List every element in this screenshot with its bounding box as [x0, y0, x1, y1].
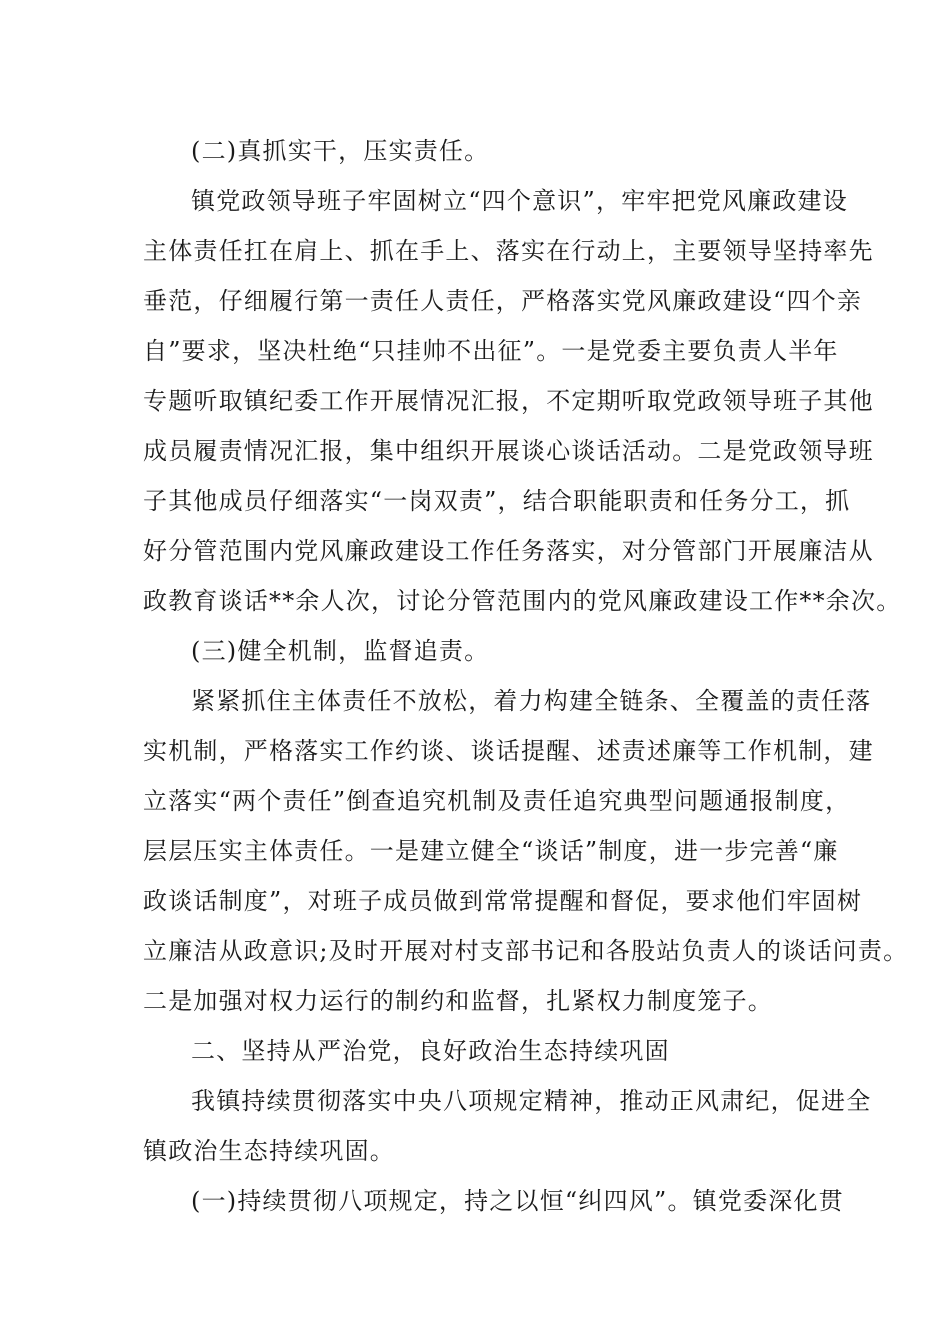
paragraph-line: 垂范，仔细履行第一责任人责任，严格落实党风廉政建设“四个亲 — [143, 287, 863, 315]
subheading-1: (一)持续贯彻八项规定，持之以恒“纠四风”。镇党委深化贯 — [191, 1187, 844, 1215]
paragraph-line: 我镇持续贯彻落实中央八项规定精神，推动正风肃纪，促进全 — [191, 1087, 872, 1115]
paragraph-line: 专题听取镇纪委工作开展情况汇报，不定期听取党政领导班子其他 — [143, 387, 874, 415]
paragraph-line: 实机制，严格落实工作约谈、谈话提醒、述责述廉等工作机制，建 — [143, 737, 874, 765]
paragraph-line: 立落实“两个责任”倒查追究机制及责任追究典型问题通报制度， — [143, 787, 851, 815]
paragraph-line: 紧紧抓住主体责任不放松，着力构建全链条、全覆盖的责任落 — [191, 687, 872, 715]
paragraph-line: 政谈话制度”，对班子成员做到常常提醒和督促，要求他们牢固树 — [143, 887, 863, 915]
subheading-3: (三)健全机制，监督追责。 — [191, 637, 490, 665]
paragraph-line: 镇党政领导班子牢固树立“四个意识”，牢牢把党风廉政建设 — [191, 187, 848, 215]
paragraph-line: 二是加强对权力运行的制约和监督，扎紧权力制度笼子。 — [143, 987, 773, 1015]
paragraph-line: 立廉洁从政意识;及时开展对村支部书记和各股站负责人的谈话问责。 — [143, 937, 909, 965]
paragraph-line: 好分管范围内党风廉政建设工作任务落实，对分管部门开展廉洁从 — [143, 537, 874, 565]
section-heading-2: 二、坚持从严治党，良好政治生态持续巩固 — [191, 1037, 670, 1065]
paragraph-line: 主体责任扛在肩上、抓在手上、落实在行动上，主要领导坚持率先 — [143, 237, 874, 265]
paragraph-line: 自”要求，坚决杜绝“只挂帅不出征”。一是党委主要负责人半年 — [143, 337, 839, 365]
paragraph-line: 镇政治生态持续巩固。 — [143, 1137, 395, 1165]
paragraph-line: 层层压实主体责任。一是建立健全“谈话”制度，进一步完善“廉 — [143, 837, 839, 865]
paragraph-line: 成员履责情况汇报，集中组织开展谈心谈话活动。二是党政领导班 — [143, 437, 874, 465]
subheading-2: (二)真抓实干，压实责任。 — [191, 137, 490, 165]
paragraph-line: 子其他成员仔细落实“一岗双责”，结合职能职责和任务分工，抓 — [143, 487, 851, 515]
paragraph-line: 政教育谈话**余人次，讨论分管范围内的党风廉政建设工作**余次。 — [143, 587, 902, 615]
